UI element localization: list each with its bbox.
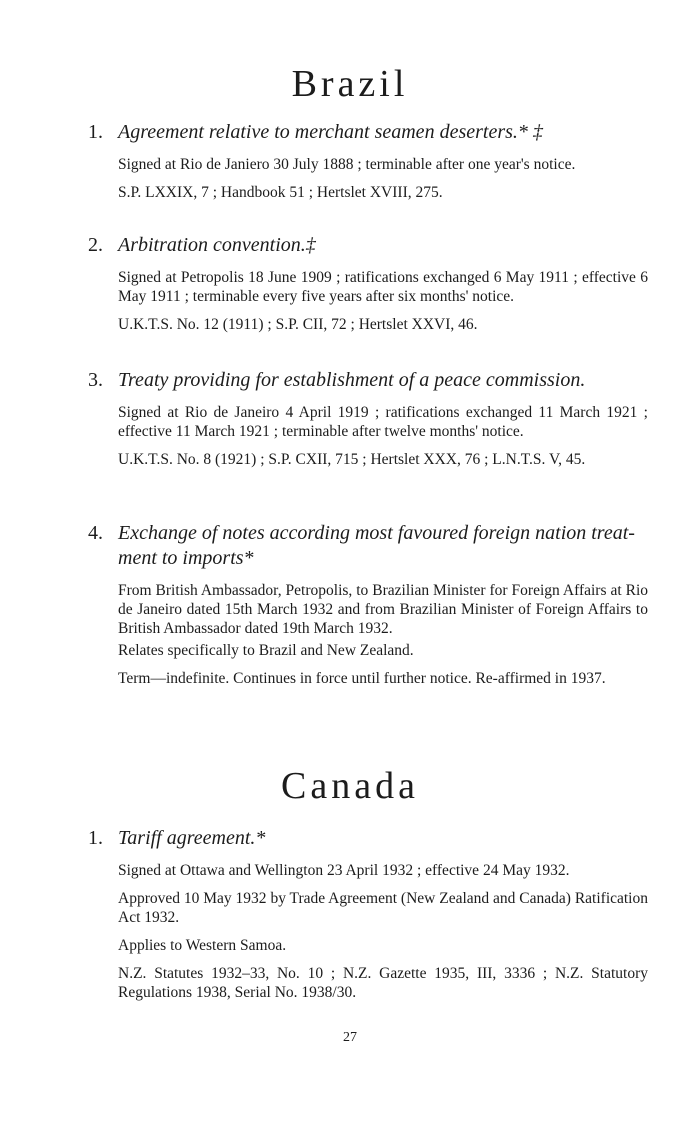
entry-title-line-1: Exchange of notes according most favoured foreign nation treat- [118,522,635,544]
entry-paragraph: U.K.T.S. No. 8 (1921) ; S.P. CXII, 715 ; Hertslet XXX, 76 ; L.N.T.S. V, 45. [118,451,586,468]
entry-paragraph: Signed at Rio de Janeiro 4 April 1919 ; ratifications exchanged 11 March 1921 ; effective 11 March 1921 ; terminable after twelve months' notice. [118,404,648,440]
brazil-entry-4 [88,521,648,697]
entry-number: 1. [88,827,103,849]
entry-heading [88,826,648,851]
entry-paragraph: Term—indefinite. Continues in force until further notice. Re-affirmed in 1937. [118,670,606,687]
entry-paragraph: N.Z. Statutes 1932–33, No. 10 ; N.Z. Gazette 1935, III, 3336 ; N.Z. Statutory Regulations 1938, Serial No. 1938/30. [118,965,648,1001]
section-title-canada: Canada [281,765,419,807]
canada-entry-1 [88,826,648,1011]
entry-paragraph: Applies to Western Samoa. [118,937,287,954]
entry-paragraph: Signed at Petropolis 18 June 1909 ; ratifications exchanged 6 May 1911 ; effective 6 May 1911 ; terminable every five years after six months' notice. [118,269,648,305]
entry-paragraph: Signed at Ottawa and Wellington 23 April 1932 ; effective 24 May 1932. [118,862,570,879]
entry-heading [88,233,648,258]
entry-paragraph: Signed at Rio de Janiero 30 July 1888 ; terminable after one year's notice. [118,156,576,173]
page-number: 27 [343,1030,357,1045]
entry-heading [88,368,648,393]
entry-paragraph: From British Ambassador, Petropolis, to Brazilian Minister for Foreign Affairs at Rio de Janeiro dated 15th March 1932 and from Brazilian Minister of Foreign Affairs to British Ambassador dated 19th March 1932. [118,582,648,637]
entry-title: Tariff agreement.* [118,827,266,849]
entry-number: 2. [88,234,103,256]
entry-heading [88,521,648,571]
entry-paragraph: Approved 10 May 1932 by Trade Agreement (New Zealand and Canada) Ratification Act 1932. [118,890,648,926]
brazil-entry-1 [88,120,648,211]
entry-paragraph: U.K.T.S. No. 12 (1911) ; S.P. CII, 72 ; Hertslet XXVI, 46. [118,316,478,333]
entry-heading [88,120,648,145]
entry-title-line-2: ment to imports* [118,547,254,569]
entry-number: 3. [88,369,103,391]
entry-paragraph: Relates specifically to Brazil and New Zealand. [118,642,414,659]
entry-title: Agreement relative to merchant seamen deserters.* ‡ [118,121,543,143]
entry-number: 4. [88,522,103,544]
entry-paragraph: S.P. LXXIX, 7 ; Handbook 51 ; Hertslet XVIII, 275. [118,184,443,201]
brazil-entry-3 [88,368,648,478]
brazil-entry-2 [88,233,648,343]
entry-title: Treaty providing for establishment of a peace commission. [118,369,586,391]
entry-title: Arbitration convention.‡ [118,234,316,256]
entry-number: 1. [88,121,103,143]
section-title-brazil: Brazil [291,63,409,105]
